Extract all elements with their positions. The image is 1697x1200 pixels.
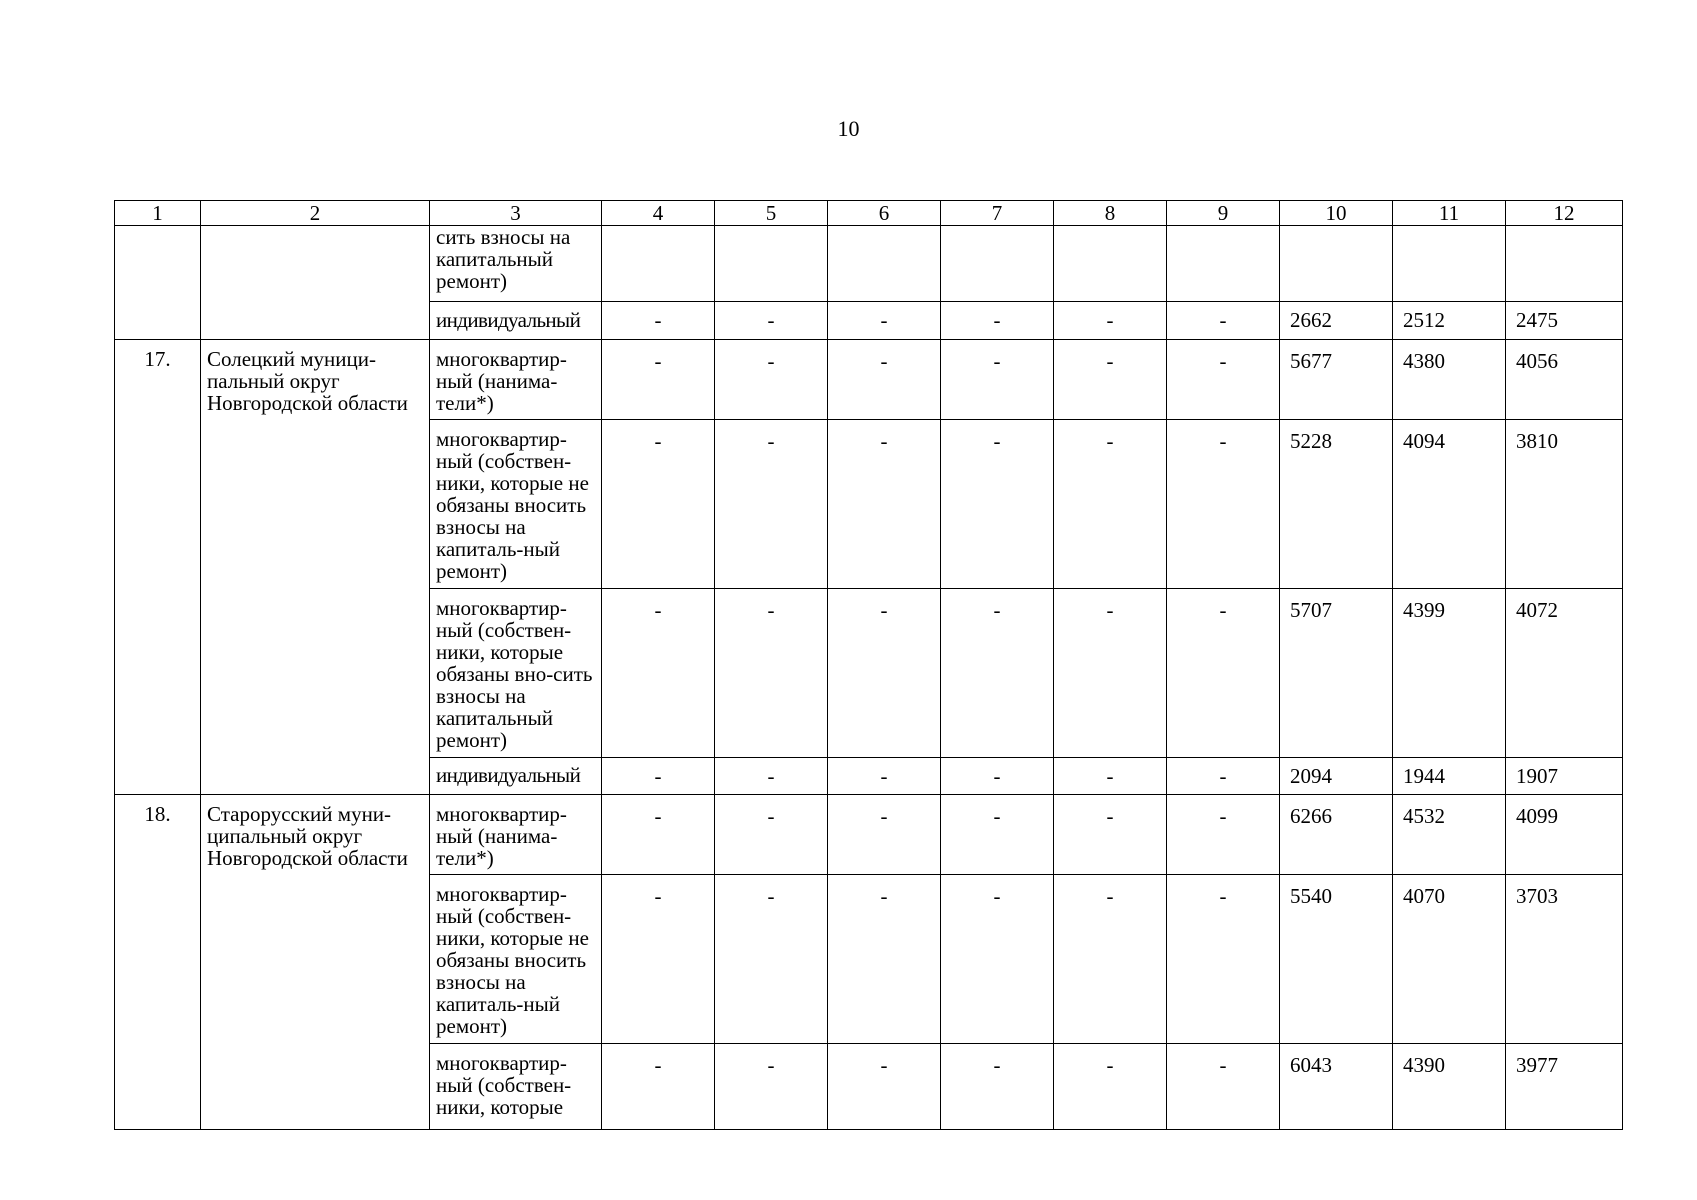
row-number-cell: 18. xyxy=(115,795,201,1130)
value-cell: 5540 xyxy=(1280,875,1393,1044)
dash-cell xyxy=(941,226,1054,302)
dash-cell: - xyxy=(715,589,828,758)
value-cell: 4094 xyxy=(1393,420,1506,589)
row-number-cell xyxy=(115,226,201,340)
header-cell: 11 xyxy=(1393,201,1506,226)
table-row xyxy=(115,340,1623,420)
dash-cell: - xyxy=(1167,1044,1280,1130)
dash-cell: - xyxy=(1167,302,1280,340)
dash-cell: - xyxy=(941,589,1054,758)
dash-cell: - xyxy=(828,589,941,758)
header-cell: 9 xyxy=(1167,201,1280,226)
dash-cell: - xyxy=(602,1044,715,1130)
housing-type-cell: многоквартир-ный (собствен-ники, которые не обязаны вносить взносы на капиталь-ный ремонт) xyxy=(430,420,602,589)
dash-cell: - xyxy=(1054,758,1167,795)
header-cell: 1 xyxy=(115,201,201,226)
page-number: 10 xyxy=(837,116,860,141)
dash-cell: - xyxy=(602,875,715,1044)
dash-cell: - xyxy=(828,795,941,875)
value-cell: 2094 xyxy=(1280,758,1393,795)
header-cell: 4 xyxy=(602,201,715,226)
value-cell: 4070 xyxy=(1393,875,1506,1044)
value-cell: 6043 xyxy=(1280,1044,1393,1130)
row-number-cell: 17. xyxy=(115,340,201,795)
dash-cell: - xyxy=(715,302,828,340)
tariff-table xyxy=(114,200,1623,1130)
dash-cell: - xyxy=(941,340,1054,420)
dash-cell: - xyxy=(715,875,828,1044)
header-cell: 7 xyxy=(941,201,1054,226)
dash-cell: - xyxy=(828,758,941,795)
dash-cell: - xyxy=(602,340,715,420)
dash-cell: - xyxy=(602,795,715,875)
dash-cell xyxy=(828,226,941,302)
value-cell xyxy=(1393,226,1506,302)
value-cell: 2475 xyxy=(1506,302,1623,340)
header-cell: 10 xyxy=(1280,201,1393,226)
header-row xyxy=(115,201,1623,226)
dash-cell: - xyxy=(1054,1044,1167,1130)
value-cell: 2662 xyxy=(1280,302,1393,340)
value-cell xyxy=(1280,226,1393,302)
dash-cell: - xyxy=(1054,795,1167,875)
municipality-cell: Солецкий муници-пальный округ Новгородской области xyxy=(201,340,430,795)
value-cell: 3703 xyxy=(1506,875,1623,1044)
dash-cell xyxy=(1167,226,1280,302)
value-cell: 1944 xyxy=(1393,758,1506,795)
value-cell: 4072 xyxy=(1506,589,1623,758)
dash-cell: - xyxy=(1054,589,1167,758)
municipality-cell xyxy=(201,226,430,340)
housing-type-cell: многоквартир-ный (собствен-ники, которые не обязаны вносить взносы на капиталь-ный ремонт) xyxy=(430,875,602,1044)
header-cell: 12 xyxy=(1506,201,1623,226)
value-cell: 4399 xyxy=(1393,589,1506,758)
dash-cell: - xyxy=(602,420,715,589)
dash-cell: - xyxy=(715,758,828,795)
dash-cell xyxy=(602,226,715,302)
header-cell: 5 xyxy=(715,201,828,226)
header-cell: 6 xyxy=(828,201,941,226)
dash-cell: - xyxy=(602,302,715,340)
value-cell: 4099 xyxy=(1506,795,1623,875)
table-row xyxy=(115,795,1623,875)
dash-cell: - xyxy=(1167,420,1280,589)
header-cell: 2 xyxy=(201,201,430,226)
dash-cell: - xyxy=(941,875,1054,1044)
value-cell: 5707 xyxy=(1280,589,1393,758)
value-cell: 4056 xyxy=(1506,340,1623,420)
dash-cell: - xyxy=(715,1044,828,1130)
dash-cell: - xyxy=(1054,875,1167,1044)
value-cell: 3810 xyxy=(1506,420,1623,589)
dash-cell: - xyxy=(715,795,828,875)
dash-cell: - xyxy=(1167,758,1280,795)
dash-cell: - xyxy=(941,795,1054,875)
dash-cell: - xyxy=(1054,302,1167,340)
dash-cell: - xyxy=(1054,420,1167,589)
dash-cell: - xyxy=(1167,795,1280,875)
value-cell xyxy=(1506,226,1623,302)
dash-cell xyxy=(1054,226,1167,302)
housing-type-cell: индивидуальный xyxy=(430,302,602,340)
header-cell: 8 xyxy=(1054,201,1167,226)
value-cell: 5677 xyxy=(1280,340,1393,420)
dash-cell xyxy=(715,226,828,302)
dash-cell: - xyxy=(715,340,828,420)
value-cell: 6266 xyxy=(1280,795,1393,875)
dash-cell: - xyxy=(1167,340,1280,420)
dash-cell: - xyxy=(941,302,1054,340)
dash-cell: - xyxy=(941,758,1054,795)
value-cell: 1907 xyxy=(1506,758,1623,795)
housing-type-cell: индивидуальный xyxy=(430,758,602,795)
dash-cell: - xyxy=(1167,589,1280,758)
value-cell: 2512 xyxy=(1393,302,1506,340)
dash-cell: - xyxy=(715,420,828,589)
value-cell: 4380 xyxy=(1393,340,1506,420)
dash-cell: - xyxy=(602,758,715,795)
value-cell: 4532 xyxy=(1393,795,1506,875)
housing-type-cell: многоквартир-ный (нанима-тели*) xyxy=(430,795,602,875)
housing-type-cell: сить взносы на капитальный ремонт) xyxy=(430,226,602,302)
dash-cell: - xyxy=(828,340,941,420)
dash-cell: - xyxy=(941,1044,1054,1130)
housing-type-cell: многоквартир-ный (собствен-ники, которые xyxy=(430,1044,602,1130)
dash-cell: - xyxy=(1167,875,1280,1044)
table-row xyxy=(115,226,1623,302)
dash-cell: - xyxy=(828,1044,941,1130)
dash-cell: - xyxy=(1054,340,1167,420)
value-cell: 5228 xyxy=(1280,420,1393,589)
value-cell: 3977 xyxy=(1506,1044,1623,1130)
dash-cell: - xyxy=(602,589,715,758)
dash-cell: - xyxy=(828,420,941,589)
dash-cell: - xyxy=(828,302,941,340)
value-cell: 4390 xyxy=(1393,1044,1506,1130)
housing-type-cell: многоквартир-ный (нанима-тели*) xyxy=(430,340,602,420)
municipality-cell: Старорусский муни-ципальный округ Новгородской области xyxy=(201,795,430,1130)
dash-cell: - xyxy=(828,875,941,1044)
dash-cell: - xyxy=(941,420,1054,589)
header-cell: 3 xyxy=(430,201,602,226)
housing-type-cell: многоквартир-ный (собствен-ники, которые обязаны вно-сить взносы на капитальный ремонт) xyxy=(430,589,602,758)
